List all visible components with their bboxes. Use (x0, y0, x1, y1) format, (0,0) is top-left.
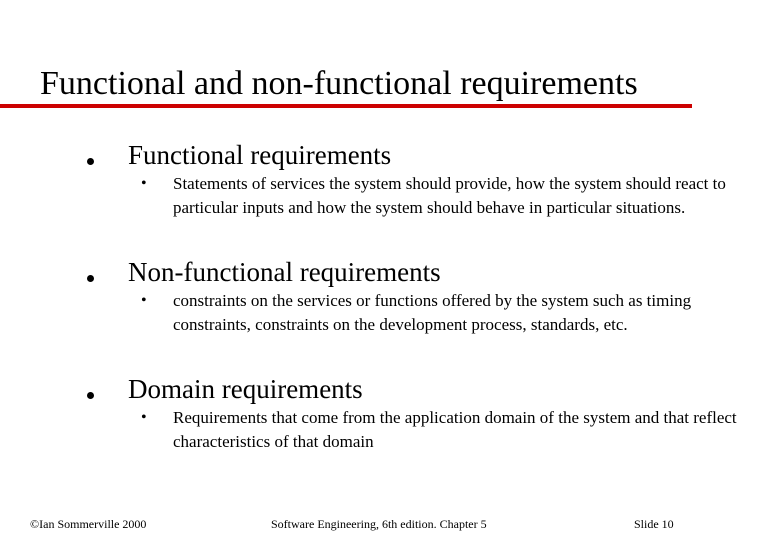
level1-bullet (87, 275, 94, 282)
section-heading: Non-functional requirements (128, 257, 441, 287)
section-detail: Requirements that come from the application domain of the system and that reflect characteristics of that domain (173, 408, 737, 451)
footer-slide-number: Slide 10 (634, 517, 674, 531)
section-heading: Domain requirements (128, 374, 363, 404)
level1-bullet (87, 158, 94, 165)
section-detail: constraints on the services or functions offered by the system such as timing constraints, constraints on the development process, standards, etc. (173, 291, 692, 334)
level2-bullet: • (141, 409, 147, 426)
section-heading: Functional requirements (128, 140, 392, 170)
level2-bullet: • (141, 175, 147, 192)
footer-book-title: Software Engineering, 6th edition. Chapter 5 (271, 517, 487, 531)
slide-title: Functional and non-functional requirements (40, 65, 638, 102)
title-underline (0, 104, 692, 108)
footer-copyright: ©Ian Sommerville 2000 (30, 517, 147, 531)
level2-bullet: • (141, 292, 147, 309)
section-detail: Statements of services the system should provide, how the system should react to particular inputs and how the system should behave in particular situations. (173, 174, 726, 217)
level1-bullet (87, 392, 94, 399)
